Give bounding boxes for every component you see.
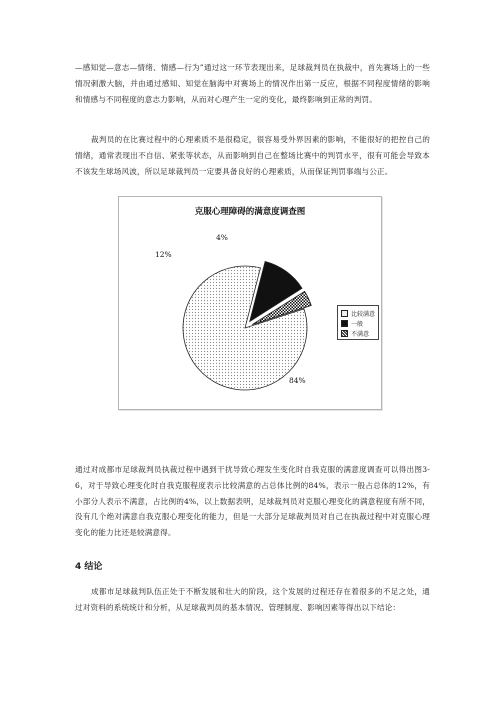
legend-swatch (341, 330, 348, 337)
legend-swatch (341, 320, 348, 327)
intro-paragraph: —感知觉—意志—情绪、情感—行为”通过这一环节表现出来，足球裁判员在执裁中，首先赛场上的一些情况刺激大脑，并由通过感知、知觉在脑海中对赛场上的情况作出第一反应，根据不同程度情绪的影响和情感与不同程度的意志力影响，从而对心理产生一定的变化，最终影响到正常的判罚。 (75, 63, 430, 104)
referee-psychology-paragraph: 裁判员的在比赛过程中的心理素质不是很稳定，很容易受外界因素的影响，不能很好的把控自己的情绪，通常表现出不自信、紧张等状态，从而影响到自己在整场比赛中的判罚水平，很有可能会导致本不该发生球场风波，所以足球裁判员一定要具备良好的心理素质，从而保证判罚事端与公正。 (75, 135, 430, 176)
legend-label: 不满意 (351, 330, 370, 338)
legend-label: 一般 (351, 320, 364, 328)
pie-chart-canvas (119, 197, 381, 409)
chart-legend (337, 305, 379, 340)
slice-value-label: 84% (289, 376, 306, 385)
legend-item (341, 308, 375, 318)
legend-swatch (341, 310, 348, 317)
satisfaction-pie-chart (118, 196, 382, 410)
slice-value-label: 4% (216, 233, 228, 242)
conclusion-paragraph: 成都市足球裁判队伍正处于不断发展和壮大的阶段，这个发展的过程还存在着很多的不足之处，通过对资料的系统统计和分析，从足球裁判员的基本情况、管理制度、影响因素等得出以下结论： (75, 587, 430, 612)
legend-item (341, 318, 375, 328)
section-heading-conclusion: 4 结论 (75, 562, 103, 572)
slice-value-label: 12% (155, 250, 172, 259)
legend-label: 比较满意 (351, 310, 376, 318)
survey-analysis-paragraph: 通过对成都市足球裁判员执裁过程中遇到干扰导致心理发生变化时自我克服的满意度调查可以得出图3-6，对于导致心理变化时自我克服程度表示比较满意的占总体比例的84%，表示一般占总体的12%，有小部分人表示不满意，占比例的4%，以上数据表明，足球裁判员对克服心理变化的满意程度有所不同，没有几个绝对满意自我克服心理变化的能力，但是一大部分足球裁判员对自己在执裁过程中对克服心理变化的能力比还是较满意得。 (75, 465, 430, 538)
legend-item (341, 328, 375, 338)
chart-title: 克服心理障碍的满意度调查图 (194, 207, 306, 217)
